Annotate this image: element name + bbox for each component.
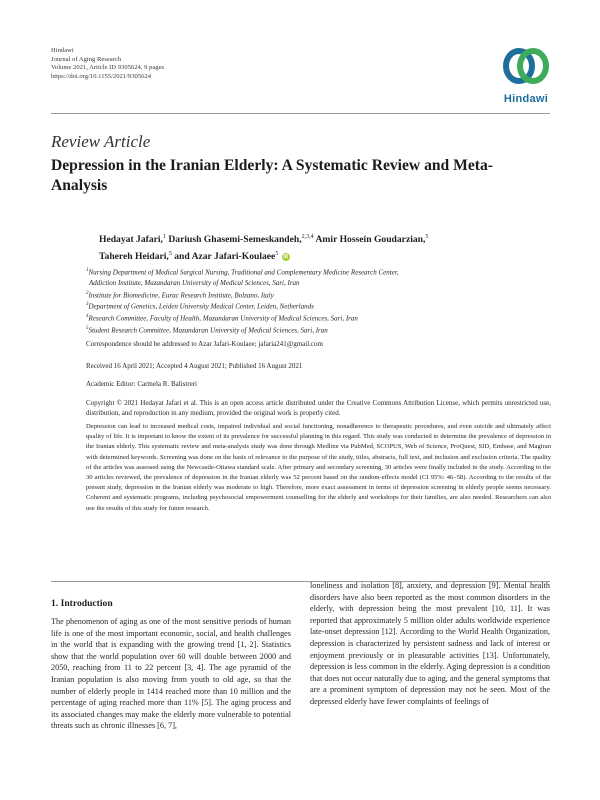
affiliation-line: $^4$Research Committee, Faculty of Health, Mazandaran University of Medical Sciences, Sari, Iran	[86, 314, 358, 323]
affiliation-line: $^3$Department of Genetics, Leiden University Medical Center, Leiden, Netherlands	[86, 302, 314, 311]
author-name: Tahereh Heidari,	[99, 251, 169, 263]
volume-info: Volume 2021, Article ID 9305624, 9 pages	[51, 64, 165, 72]
publisher-name: Hindawi	[51, 47, 74, 54]
affiliation-line: $^5$Student Research Committee, Mazandaran University of Medical Sciences, Sari, Iran	[86, 326, 328, 335]
author-affiliation-mark: 1	[162, 234, 166, 240]
correspondence: Correspondence should be addressed to Azar Jafari-Koulaee; jafaria241@gmail.com	[86, 340, 323, 348]
author-affiliation-mark: 2,3,4	[301, 234, 314, 240]
author-affiliation-mark: 5	[425, 234, 429, 240]
affiliation-line: $^1$Nursing Department of Medical Surgical Nursing, Traditional and Complementary Medicine Research Center,	[86, 268, 399, 277]
affiliations	[86, 266, 556, 336]
abstract: Depression can lead to increased medical costs, impaired individual and social functioning, nonadherence to therapeutic procedures, and even suicide and ultimately affect quality of life. It is important to know the extent of its prevalence for successful planning in this regard. This study was conducted to determine the prevalence of depression in the Iranian elderly. This systematic review and meta-analysis study was done through Medline via PubMed, SCOPUS, Web of Science, ProQuest, SID, Embase, and Magiran with determined keywords. Screening was done on the basis of relevance to the purpose of the study, titles, abstracts, full text, and inclusion and exclusion criteria. The quality of the articles was assessed using the Newcastle-Ottawa standard scale. After primary and secondary screening, 30 articles were finally included in the study. According to the 30 articles reviewed, the prevalence of depression in the Iranian elderly was 52 percent based on the random-effects model (CI 95%: 46–58). According to the results of the present study, depression in the Iranian elderly was moderate to high. Therefore, more exact assessment in terms of depression screening in elderly people seems necessary. Coherent and systematic programs, including psychosocial empowerment counselling for the elderly and workshops for their families, are also needed. Researchers can also use the results of this study for future research.	[86, 423, 551, 512]
journal-info	[51, 47, 164, 81]
author-affiliation-mark: 5	[275, 251, 279, 258]
author-name: Hedayat Jafari,	[99, 234, 163, 246]
orcid-icon[interactable]: iD	[283, 254, 289, 261]
academic-editor: Academic Editor: Carmela R. Balistreri	[86, 380, 197, 388]
author-list	[99, 230, 539, 264]
author-name: Amir Hossein Goudarzian,	[315, 234, 426, 246]
intro-left-column: The phenomenon of aging as one of the most sensitive periods of human life is one of the most important economic, social, and health challenges in the world that is expanding with the growing trend [1, 2]. Statistics show that the world population over 60 will double between 2000 and 2050, reaching from 11 to 22 percent [3, 4]. The age pyramid of the Iranian population is also moving from youth to old age, so that the number of elderly people in 1414 reached more than 10 million and the percentage of aging reached more than 11% [5]. The aging process and its associated changes may make the elderly more vulnerable to potential threats such as chronic illnesses [6, 7],	[51, 617, 291, 731]
author-affiliation-mark: 5	[168, 251, 172, 258]
article-title: Depression in the Iranian Elderly: A Systematic Review and Meta-Analysis	[51, 157, 493, 194]
hindawi-logo-text: Hindawi	[503, 93, 549, 105]
doi-link[interactable]: https://doi.org/10.1155/2021/9305624	[51, 72, 152, 80]
intro-right-column: loneliness and isolation [8], anxiety, and depression [9]. Mental health disorders have also been reported as the most common disorders in the elderly, with depression being the most prevalent [10, 11]. It was reported that approximately 5 million older adults worldwide experience late-onset depression [12]. According to the World Health Organization, depression is characterized by persistent sadness and lack of interest or enjoyment previously or in pleasurable activities [13]. Unfortunately, depression is less common in the elderly. Aging depression is a condition that does not occur naturally due to aging, and the general symptoms that are a prominent symptom of depression may not be seen. Most of the depressed elderly have fewer complaints of feelings of	[310, 581, 550, 706]
publication-dates: Received 16 April 2021; Accepted 4 August 2021; Published 16 August 2021	[86, 362, 303, 370]
header-divider	[51, 113, 550, 114]
journal-name: Journal of Aging Research	[51, 55, 122, 63]
author-name: and Azar Jafari-Koulaee	[174, 251, 276, 263]
section-heading-introduction: 1. Introduction	[51, 598, 113, 609]
affiliation-line: $^2$Institute for Biomedicine, Eurac Research Institute, Bolzano, Italy	[86, 290, 274, 299]
article-type: Review Article	[51, 132, 151, 151]
copyright-notice: Copyright © 2021 Hedayat Jafari et al. This is an open access article distributed under the Creative Commons Attribution License, which permits unrestricted use, distribution, and reproduction in any medium, provided the original work is properly cited.	[86, 399, 551, 417]
author-name: Dariush Ghasemi-Semeskandeh,	[168, 234, 302, 246]
affiliation-line: Addiction Institute, Mazandaran University of Medical Sciences, Sari, Iran	[89, 278, 300, 287]
